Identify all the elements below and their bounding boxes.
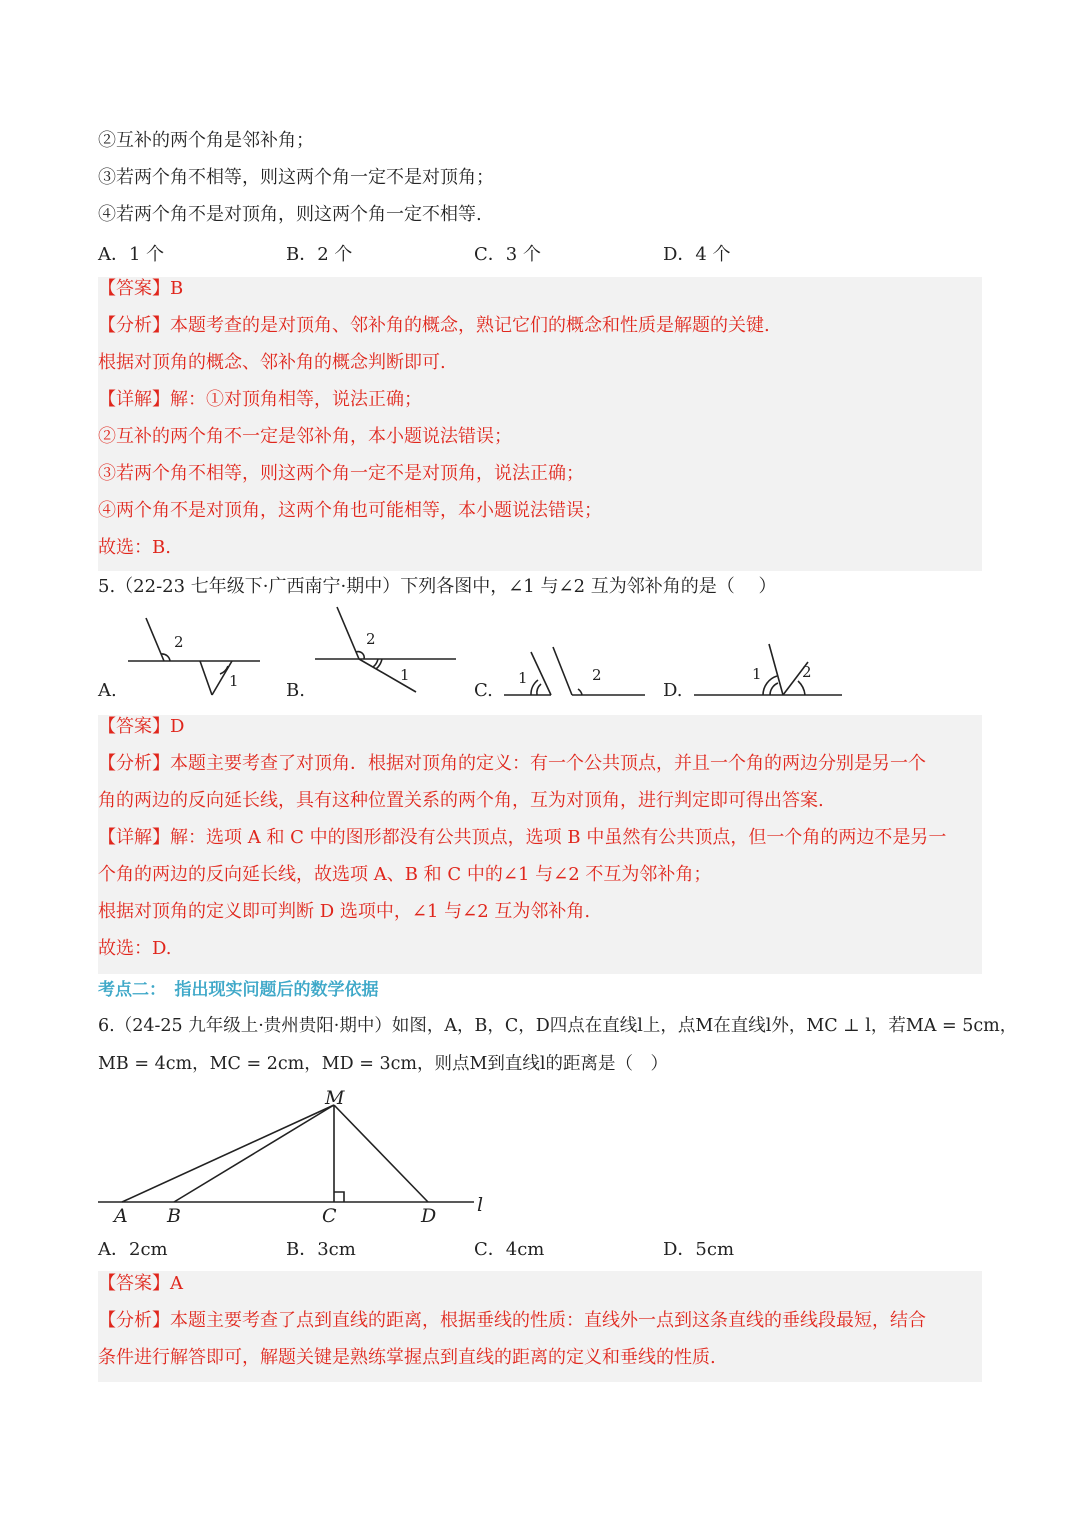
label-c: C xyxy=(322,1205,337,1227)
label-a: A xyxy=(114,1205,128,1227)
q6-option-a[interactable]: A．2cm xyxy=(98,1239,168,1260)
q5-detail-2: 根据对顶角的定义即可判断 D 选项中，∠1 与∠2 互为邻补角. xyxy=(98,901,591,922)
label-l: l xyxy=(477,1194,484,1216)
fig-a-label-2: 2 xyxy=(174,633,184,651)
q5-option-b[interactable]: B. xyxy=(286,680,305,701)
q5-answer: 【答案】D xyxy=(98,716,185,737)
q4-option-b[interactable]: B．2 个 xyxy=(286,244,353,265)
q4-option-c[interactable]: C．3 个 xyxy=(474,244,541,265)
q4-detail-2: ②互补的两个角不一定是邻补角，本小题说法错误； xyxy=(98,426,512,447)
statement-2: ②互补的两个角是邻补角； xyxy=(98,130,314,151)
q4-options xyxy=(98,240,982,266)
statement-3: ③若两个角不相等，则这两个角一定不是对顶角； xyxy=(98,167,494,188)
label-m: M xyxy=(325,1087,345,1109)
fig-a-label-1: 1 xyxy=(229,672,239,690)
q4-analysis: 【分析】本题考查的是对顶角、邻补角的概念，熟记它们的概念和性质是解题的关键. xyxy=(98,315,770,336)
q6-option-b[interactable]: B．3cm xyxy=(286,1239,356,1260)
q4-detail-4: ④两个角不是对顶角，这两个角也可能相等，本小题说法错误； xyxy=(98,500,602,521)
q5-detail: 【详解】解：选项 A 和 C 中的图形都没有公共顶点，选项 B 中虽然有公共顶点，但一个角的两边不是另一 xyxy=(98,827,947,848)
q4-analysis-cont: 根据对顶角的概念、邻补角的概念判断即可. xyxy=(98,352,446,373)
q4-detail: 【详解】解：①对顶角相等，说法正确； xyxy=(98,389,422,410)
section-title: 考点二： 指出现实问题后的数学依据 xyxy=(98,980,379,1000)
q5-option-d[interactable]: D. xyxy=(663,680,683,701)
q6-analysis-cont: 条件进行解答即可，解题关键是熟练掌握点到直线的距离的定义和垂线的性质. xyxy=(98,1347,716,1368)
q6-options xyxy=(98,1235,982,1261)
q6-option-c[interactable]: C．4cm xyxy=(474,1239,545,1260)
q5-conclusion: 故选：D. xyxy=(98,938,172,959)
fig-b-label-1: 1 xyxy=(400,666,410,684)
statement-4: ④若两个角不是对顶角，则这两个角一定不相等. xyxy=(98,204,482,225)
fig-d-label-2: 2 xyxy=(802,663,812,681)
figure-d xyxy=(694,644,842,695)
fig-c-label-2: 2 xyxy=(592,666,602,684)
q4-conclusion: 故选：B. xyxy=(98,537,171,558)
q5-figures xyxy=(0,600,1080,710)
q4-option-a[interactable]: A．1 个 xyxy=(98,244,165,265)
label-b: B xyxy=(167,1205,181,1227)
q4-detail-3: ③若两个角不相等，则这两个角一定不是对顶角，说法正确； xyxy=(98,463,584,484)
fig-c-label-1: 1 xyxy=(518,669,528,687)
figure-a xyxy=(128,618,260,695)
figure-b xyxy=(315,607,456,692)
label-d: D xyxy=(421,1205,437,1227)
q5-option-c[interactable]: C. xyxy=(474,680,493,701)
q4-answer: 【答案】B xyxy=(98,278,184,299)
fig-b-label-2: 2 xyxy=(366,630,376,648)
q5-detail-cont: 个角的两边的反向延长线，故选项 A、B 和 C 中的∠1 与∠2 不互为邻补角； xyxy=(98,864,712,885)
q6-answer: 【答案】A xyxy=(98,1273,183,1294)
fig-d-label-1: 1 xyxy=(752,665,762,683)
q5-question: 5.（22-23 七年级下·广西南宁·期中）下列各图中，∠1 与∠2 互为邻补角的是（ ） xyxy=(98,576,777,597)
q4-option-d[interactable]: D．4 个 xyxy=(663,244,731,265)
q5-analysis: 【分析】本题主要考查了对顶角．根据对顶角的定义：有一个公共顶点，并且一个角的两边分别是另一个 xyxy=(98,753,926,774)
q5-analysis-cont: 角的两边的反向延长线，具有这种位置关系的两个角，互为对顶角，进行判定即可得出答案. xyxy=(98,790,824,811)
q6-figure xyxy=(90,1080,510,1230)
q5-option-a[interactable]: A. xyxy=(98,680,117,701)
q6-question-line1: 6.（24-25 九年级上·贵州贵阳·期中）如图，A，B，C，D四点在直线l上，点M在直线l外，MC ⊥ l，若MA = 5cm， xyxy=(98,1016,1018,1036)
q6-option-d[interactable]: D．5cm xyxy=(663,1239,735,1260)
q6-question-line2: MB = 4cm，MC = 2cm，MD = 3cm，则点M到直线l的距离是（ ） xyxy=(98,1054,669,1074)
q6-analysis: 【分析】本题主要考查了点到直线的距离，根据垂线的性质：直线外一点到这条直线的垂线段最短，结合 xyxy=(98,1310,926,1331)
